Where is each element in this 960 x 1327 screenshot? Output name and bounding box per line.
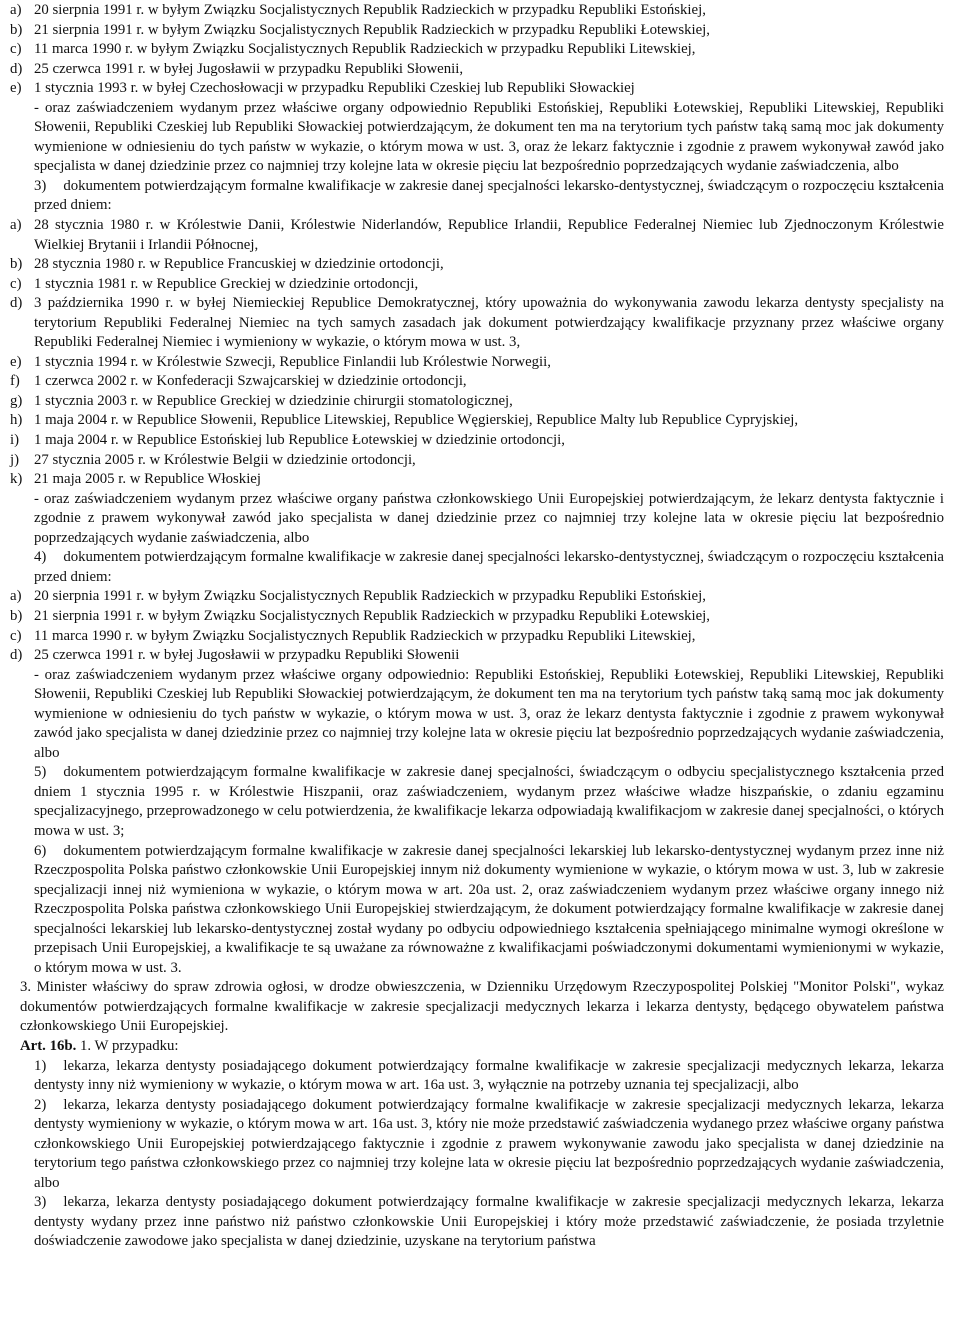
point-text: dokumentem potwierdzającym formalne kwalifikacje w zakresie danej specjalności lekarsko-dentystycznej, świadczącym o rozpoczęciu kształcenia przed dniem: [34, 177, 944, 214]
point-number: 1) [34, 1057, 47, 1074]
list-item-marker: b) [10, 607, 23, 624]
list-item-text: 28 stycznia 1980 r. w Królestwie Danii, Królestwie Niderlandów, Republice Irlandii, Republice Federalnej Niemiec lub Zjednoczonym Królestwie Wielkiej Brytanii i Irlandii Północnej, [34, 217, 944, 253]
list-item-marker: k) [10, 471, 23, 488]
list-item [10, 275, 944, 295]
list-item-marker: i) [10, 432, 20, 449]
list-item-marker: f) [10, 373, 20, 390]
list-item-marker: b) [10, 21, 23, 38]
list-item [10, 392, 944, 412]
list-item-text: 21 maja 2005 r. w Republice Włoskiej [34, 471, 261, 488]
list-item [10, 470, 944, 490]
numbered-point [10, 1096, 944, 1194]
point-text: dokumentem potwierdzającym formalne kwalifikacje w zakresie danej specjalności lekarskiej lub lekarsko-dentystycznej wydanym przez inne niż Rzeczpospolita Polska państwo członkowskie Unii Europejskiej innym niż dokumenty wymienione w wykazie, o którym mowa w ust. 3, lub w zakresie specjalizacji innej niż wymieniona w wykazie, o którym mowa w art. 20a ust. 2, oraz zaświadczeniem wydanym przez właściwe organy innego niż Rzeczpospolita Polska państwa członkowskiego Unii Europejskiej stwierdzającym, że dokument potwierdzający formalne kwalifikacje w zakresie danej specjalności lekarskiej lub lekarsko-dentystycznej został wydany po odbyciu odpowiedniego kształcenia spełniającego minimalne wymogi określone w przepisach Unii Europejskiej, a kwalifikacje te są uważane za równoważne z kwalifikacjami poświadczonymi dokumentami wymienionymi w wykazie, o którym mowa w ust. 3. [34, 842, 944, 976]
list-item [10, 1, 944, 21]
list-item-marker: c) [10, 627, 22, 644]
list-item [10, 255, 944, 275]
list-item [10, 79, 944, 99]
point-text: lekarza, lekarza dentysty posiadającego dokument potwierdzający formalne kwalifikacje w zakresie specjalizacji medycznych lekarza, lekarza dentysty wydany przez inne państwo niż państwo członkowskie Unii Europejskiej i który może przedstawić zaświadczenie, że posiada trzyletnie doświadczenie zawodowe jako specjalista w danej dziedzinie, uzyskane na terytorium państwa [34, 1194, 944, 1250]
numbered-point [10, 1193, 944, 1252]
list-item-marker: d) [10, 647, 23, 664]
list-item [10, 294, 944, 353]
list-item-marker: b) [10, 256, 23, 273]
list-item-text: 1 czerwca 2002 r. w Konfederacji Szwajcarskiej w dziedzinie ortodoncji, [34, 373, 467, 390]
list-item-text: 3 października 1990 r. w byłej Niemieckiej Republice Demokratycznej, który upoważnia do wykonywania zawodu lekarza dentysty specjalisty na terytorium Republiki Federalnej Niemiec na tych samych zasadach jak dokument potwierdzający kwalifikacje przyznany przez właściwe organy Republiki Federalnej Niemiec i wymieniony w wykazie, o którym mowa w ust. 3, [34, 295, 944, 351]
point-number: 5) [34, 764, 47, 781]
article-intro: 1. W przypadku: [76, 1037, 179, 1054]
list-item-text: 21 sierpnia 1991 r. w byłym Związku Socjalistycznych Republik Radzieckich w przypadku Republiki Łotewskiej, [34, 607, 710, 624]
point-number: 3) [34, 177, 47, 194]
list-item-marker: c) [10, 275, 22, 292]
point-text: dokumentem potwierdzającym formalne kwalifikacje w zakresie danej specjalności, świadczącym o odbyciu specjalistycznego kształcenia przed dniem 1 stycznia 1995 r. w Królestwie Hiszpanii, oraz zaświadczeniem, wydanym przez właściwe władze hiszpańskie, o zdaniu egzaminu specjalizacyjnego, przeprowadzonego w celu potwierdzenia, że kwalifikacje lekarza odpowiadają kwalifikacjom w zakresie danej specjalności, o których mowa w ust. 3; [34, 764, 944, 839]
list-item-marker: a) [10, 217, 22, 234]
point-text: lekarza, lekarza dentysty posiadającego dokument potwierdzający formalne kwalifikacje w zakresie specjalizacji medycznych lekarza, lekarza dentysty wymieniony w wykazie, o którym mowa w art. 16a ust. 3, który nie może przedstawić zaświadczenia wydanego przez właściwe organy państwa członkowskiego Unii Europejskiej potwierdzającego faktycznie i zgodnie z prawem wykonywanie zawodu jako specjalista w danej dziedzinie na terytorium tego państwa członkowskiego przez co najmniej trzy kolejne lata w okresie pięciu lat bezpośrednio poprzedzających wydanie zaświadczenia, albo [34, 1096, 944, 1191]
list-item-text: 27 stycznia 2005 r. w Królestwie Belgii w dziedzinie ortodoncji, [34, 451, 416, 468]
list-item-marker: e) [10, 80, 22, 97]
list-item [10, 587, 944, 607]
point-number: 6) [34, 842, 47, 859]
list-item [10, 21, 944, 41]
point-text: lekarza, lekarza dentysty posiadającego dokument potwierdzający formalne kwalifikacje w zakresie specjalizacji medycznych lekarza, lekarza dentysty inny niż wymieniony w wykazie, o którym mowa w art. 16a ust. 3, wyłącznie na potrzeby uznania tej specjalizacji, albo [34, 1057, 944, 1094]
list-item-text: 25 czerwca 1991 r. w byłej Jugosławii w przypadku Republiki Słowenii, [34, 60, 464, 77]
list-item-text: 20 sierpnia 1991 r. w byłym Związku Socjalistycznych Republik Radzieckich w przypadku Republiki Estońskiej, [34, 2, 706, 18]
list-item-text: 11 marca 1990 r. w byłym Związku Socjalistycznych Republik Radzieckich w przypadku Republiki Litewskiej, [34, 41, 696, 58]
list-item [10, 353, 944, 373]
paragraph-text: - oraz zaświadczeniem wydanym przez właściwe organy państwa członkowskiego Unii Europejskiej potwierdzającym, że lekarz dentysta faktycznie i zgodnie z prawem wykonywał zawód jako specjalista w danej dziedzinie przez co najmniej trzy kolejne lata w okresie pięciu lat bezpośrednio poprzedzających wydanie zaświadczenia, albo [34, 490, 944, 546]
list-item [10, 607, 944, 627]
list-item-marker: h) [10, 412, 23, 429]
continuation-paragraph [10, 666, 944, 764]
list-item-marker: j) [10, 451, 20, 468]
point-number: 2) [34, 1096, 47, 1113]
list-item [10, 216, 944, 255]
point-text: dokumentem potwierdzającym formalne kwalifikacje w zakresie danej specjalności lekarsko-dentystycznej, świadczącym o rozpoczęciu kształcenia przed dniem: [34, 549, 944, 585]
list-item-text: 11 marca 1990 r. w byłym Związku Socjalistycznych Republik Radzieckich w przypadku Republiki Litewskiej, [34, 627, 696, 644]
section-paragraph [10, 978, 944, 1037]
list-item-marker: a) [10, 588, 22, 605]
list-item-text: 1 stycznia 2003 r. w Republice Greckiej w dziedzinie chirurgii stomatologicznej, [34, 392, 513, 409]
list-item-text: 1 stycznia 1994 r. w Królestwie Szwecji, Republice Finlandii lub Królestwie Norwegii, [34, 353, 551, 370]
list-item-text: 25 czerwca 1991 r. w byłej Jugosławii w przypadku Republiki Słowenii [34, 647, 460, 664]
list-item-text: 1 stycznia 1981 r. w Republice Greckiej w dziedzinie ortodoncji, [34, 275, 419, 292]
article-heading [10, 1037, 944, 1057]
point-number: 4) [34, 549, 47, 566]
list-item [10, 646, 944, 666]
paragraph-text: - oraz zaświadczeniem wydanym przez właściwe organy odpowiednio Republiki Estońskiej, Republiki Łotewskiej, Republiki Litewskiej, Republiki Słowenii, Republiki Czeskiej lub Republiki Słowackiej potwierdzającym, że dokument ten ma na terytorium tych państw taką samą moc jak dokumenty wymienione w odniesieniu do tych państw w wykazie, o którym mowa w ust. 3, oraz że lekarz faktycznie i zgodnie z prawem wykonywał zawód jako specjalista w danej dziedzinie przez co najmniej trzy kolejne lata w okresie pięciu lat bezpośrednio poprzedzających wydanie zaświadczenia, albo [34, 99, 944, 175]
continuation-paragraph [10, 99, 944, 177]
list-item-text: 21 sierpnia 1991 r. w byłym Związku Socjalistycznych Republik Radzieckich w przypadku Republiki Łotewskiej, [34, 21, 710, 38]
list-item-text: 1 maja 2004 r. w Republice Słowenii, Republice Litewskiej, Republice Węgierskiej, Republice Malty lub Republice Cypryjskiej, [34, 412, 799, 429]
list-item [10, 411, 944, 431]
list-item-text: 20 sierpnia 1991 r. w byłym Związku Socjalistycznych Republik Radzieckich w przypadku Republiki Estońskiej, [34, 588, 706, 605]
point-number: 3) [34, 1194, 47, 1211]
list-item-marker: d) [10, 60, 23, 77]
paragraph-text: - oraz zaświadczeniem wydanym przez właściwe organy odpowiednio: Republiki Estońskiej, Republiki Łotewskiej, Republiki Litewskiej, Republiki Słowenii, Republiki Czeskiej lub Republiki Słowackiej potwierdzającym, że dokument ten ma na terytorium tych państw taką samą moc jak dokumenty wymienione w odniesieniu do tych państw w wykazie, o którym mowa w ust. 3, oraz że lekarz dentysta faktycznie i zgodnie z prawem wykonywał zawód jako specjalista w danej dziedzinie przez co najmniej trzy kolejne lata w okresie pięciu lat bezpośrednio poprzedzających wydanie zaświadczenia, albo [34, 666, 944, 761]
list-item-marker: g) [10, 392, 23, 409]
numbered-point [10, 763, 944, 841]
list-item-marker: c) [10, 41, 22, 58]
list-item [10, 40, 944, 60]
continuation-paragraph [10, 490, 944, 549]
list-item-marker: d) [10, 295, 23, 312]
article-label: Art. 16b. [20, 1037, 77, 1054]
list-item [10, 451, 944, 471]
list-item-marker: a) [10, 2, 22, 18]
list-item-text: 28 stycznia 1980 r. w Republice Francuskiej w dziedzinie ortodoncji, [34, 256, 444, 273]
list-item [10, 627, 944, 647]
list-item-marker: e) [10, 353, 22, 370]
numbered-point [10, 548, 944, 587]
numbered-point [10, 1057, 944, 1096]
list-item [10, 60, 944, 80]
list-item-text: 1 stycznia 1993 r. w byłej Czechosłowacji w przypadku Republiki Czeskiej lub Republiki Słowackiej [34, 80, 635, 97]
list-item [10, 372, 944, 392]
list-item-text: 1 maja 2004 r. w Republice Estońskiej lub Republice Łotewskiej w dziedzinie ortodoncji, [34, 432, 565, 449]
numbered-point [10, 177, 944, 216]
list-item [10, 431, 944, 451]
numbered-point [10, 842, 944, 979]
paragraph-text: 3. Minister właściwy do spraw zdrowia ogłosi, w drodze obwieszczenia, w Dzienniku Urzędowym Rzeczypospolitej Polskiej "Monitor Polski", wykaz dokumentów potwierdzających formalne kwalifikacje w zakresie specjalizacji medycznych lekarza i lekarza dentysty, będącego obywatelem państwa członkowskiego Unii Europejskiej. [20, 979, 944, 1035]
